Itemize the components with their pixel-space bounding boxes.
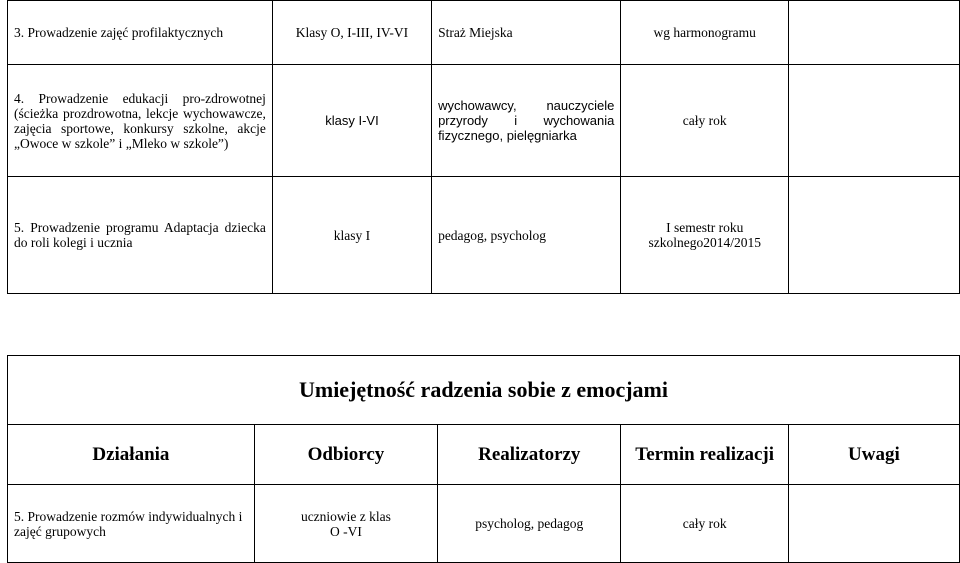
header-recipients: Odbiorcy xyxy=(254,425,437,485)
table-row xyxy=(8,65,960,177)
recipients-cell: klasy I xyxy=(272,177,431,294)
term-cell: wg harmonogramu xyxy=(621,1,789,65)
executors-cell: Straż Miejska xyxy=(432,1,621,65)
term-cell xyxy=(621,177,789,294)
recipients-line: O -VI xyxy=(329,523,362,539)
action-cell: 5. Prowadzenie rozmów indywidualnych i zajęć grupowych xyxy=(8,485,255,563)
term-cell: cały rok xyxy=(621,65,789,177)
action-cell: 5. Prowadzenie programu Adaptacja dziecka do roli kolegi i ucznia xyxy=(8,177,273,294)
notes-cell xyxy=(789,177,960,294)
header-actions: Działania xyxy=(8,425,255,485)
section-title-row xyxy=(8,356,960,425)
table-row xyxy=(8,1,960,65)
action-cell: 3. Prowadzenie zajęć profilaktycznych xyxy=(8,1,273,65)
term-line: I semestr roku xyxy=(666,220,744,235)
section-title: Umiejętność radzenia sobie z emocjami xyxy=(8,356,960,425)
executors-cell: wychowawcy, nauczyciele przyrody i wychowania fizycznego, pielęgniarka xyxy=(432,65,621,177)
recipients-cell: Klasy O, I-III, IV-VI xyxy=(272,1,431,65)
header-term: Termin realizacji xyxy=(621,425,788,485)
recipients-cell: klasy I-VI xyxy=(272,65,431,177)
header-row xyxy=(8,425,960,485)
notes-cell xyxy=(789,65,960,177)
table-row xyxy=(8,485,960,563)
plan-table-emotions xyxy=(7,355,960,563)
notes-cell xyxy=(788,485,959,563)
notes-cell xyxy=(789,1,960,65)
action-cell: 4. Prowadzenie edukacji pro-zdrowotnej (ścieżka prozdrowotna, lekcje wychowawcze, zajęcia sportowe, konkursy szkolne, akcje „Owoce w szkole” i „Mleko w szkole”) xyxy=(8,65,273,177)
table-row xyxy=(8,177,960,294)
header-notes: Uwagi xyxy=(788,425,959,485)
recipients-cell xyxy=(254,485,437,563)
term-cell: cały rok xyxy=(621,485,788,563)
plan-table-top xyxy=(7,0,960,294)
term-line: szkolnego2014/2015 xyxy=(648,235,761,250)
header-executors: Realizatorzy xyxy=(438,425,621,485)
executors-cell: pedagog, psycholog xyxy=(432,177,621,294)
executors-cell: psycholog, pedagog xyxy=(438,485,621,563)
recipients-line: uczniowie z klas xyxy=(300,508,391,524)
